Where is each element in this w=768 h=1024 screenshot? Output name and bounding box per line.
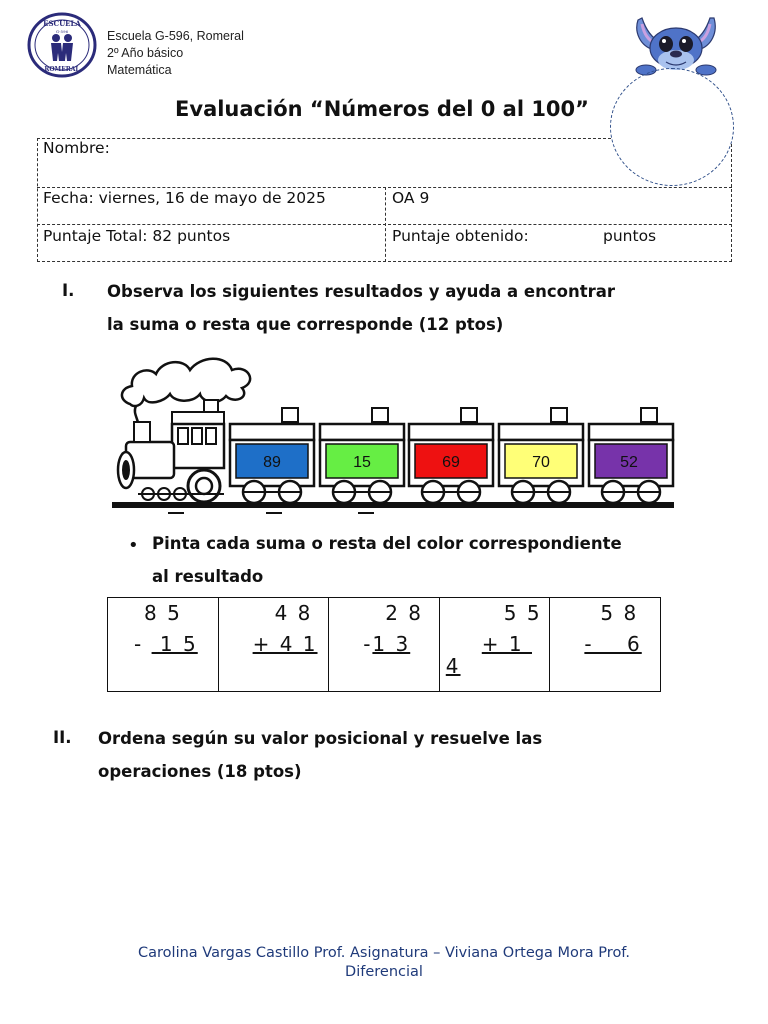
section-2-number: II.	[53, 728, 72, 747]
page-title: Evaluación “Números del 0 al 100”	[175, 97, 589, 121]
name-field-label: Nombre:	[43, 139, 110, 157]
svg-text:ESCUELA: ESCUELA	[43, 19, 81, 28]
operation-cell-4[interactable]	[439, 598, 550, 692]
footer-line-2: Diferencial	[345, 964, 423, 980]
wagon-4-value: 70	[532, 454, 550, 471]
operations-table	[107, 597, 661, 692]
operation-2-top: 4 8	[274, 601, 313, 625]
school-logo	[27, 12, 97, 78]
section-1-instructions	[107, 275, 615, 341]
school-name: Escuela G-596, Romeral	[107, 29, 244, 43]
school-info	[107, 28, 244, 79]
operation-1-top: 8 5	[144, 601, 182, 625]
operation-5-bottom: - 6	[584, 632, 642, 656]
operation-cell-2[interactable]	[218, 598, 329, 692]
section-2-instructions	[98, 722, 542, 788]
footer-credits	[0, 944, 768, 982]
operation-cell-5[interactable]	[550, 598, 661, 692]
oa-field-label: OA 9	[392, 189, 430, 207]
form-divider-vertical	[385, 187, 386, 262]
section-1-number: I.	[62, 281, 75, 300]
subject-label: Matemática	[107, 63, 172, 77]
bullet-instructions	[152, 527, 622, 593]
section-1-line-2: la suma o resta que corresponde (12 ptos)	[107, 315, 504, 334]
svg-text:G-596: G-596	[55, 29, 69, 34]
operation-1-bottom: - 1 5	[134, 632, 198, 656]
operation-cell-1[interactable]	[108, 598, 219, 692]
wagon-2-value: 15	[353, 454, 371, 471]
operation-2-bottom: + 4 1	[252, 632, 318, 656]
operation-3-bottom: -1 3	[363, 632, 411, 656]
train-illustration	[108, 348, 678, 516]
stitch-character-image	[632, 12, 720, 76]
footer-line-1: Carolina Vargas Castillo Prof. Asignatura – Viviana Ortega Mora Prof.	[138, 945, 630, 961]
operation-5-top: 5 8	[600, 601, 639, 625]
grade-label: 2º Año básico	[107, 46, 184, 60]
bullet-line-2: al resultado	[152, 567, 264, 586]
wagon-1-value: 89	[263, 454, 281, 471]
grade-circle	[610, 68, 734, 186]
date-field-label: Fecha: viernes, 16 de mayo de 2025	[43, 189, 326, 207]
section-1-line-1: Observa los siguientes resultados y ayuda a encontrar	[107, 282, 616, 301]
obtained-score-unit: puntos	[603, 227, 657, 245]
operation-4-extra: 4	[445, 654, 461, 678]
obtained-score-label: Puntaje obtenido:	[392, 227, 529, 245]
form-border-left	[37, 138, 38, 262]
bullet-line-1: Pinta cada suma o resta del color correspondiente	[152, 534, 622, 553]
operation-3-top: 2 8	[385, 601, 423, 625]
section-2-line-1: Ordena según su valor posicional y resuelve las	[98, 729, 543, 748]
table-row	[108, 598, 661, 692]
wagon-5-value: 52	[620, 454, 638, 471]
wagon-3-value: 69	[442, 454, 460, 471]
form-border-right	[731, 144, 732, 262]
bullet-point: •	[128, 535, 139, 556]
section-2-line-2: operaciones (18 ptos)	[98, 762, 302, 781]
operation-cell-3[interactable]	[329, 598, 440, 692]
svg-text:ROMERAL: ROMERAL	[44, 66, 80, 73]
operation-4-top: 5 5	[503, 601, 542, 625]
total-score-label: Puntaje Total: 82 puntos	[43, 227, 231, 245]
operation-4-bottom: + 1	[481, 632, 532, 656]
form-border-top	[37, 138, 611, 139]
